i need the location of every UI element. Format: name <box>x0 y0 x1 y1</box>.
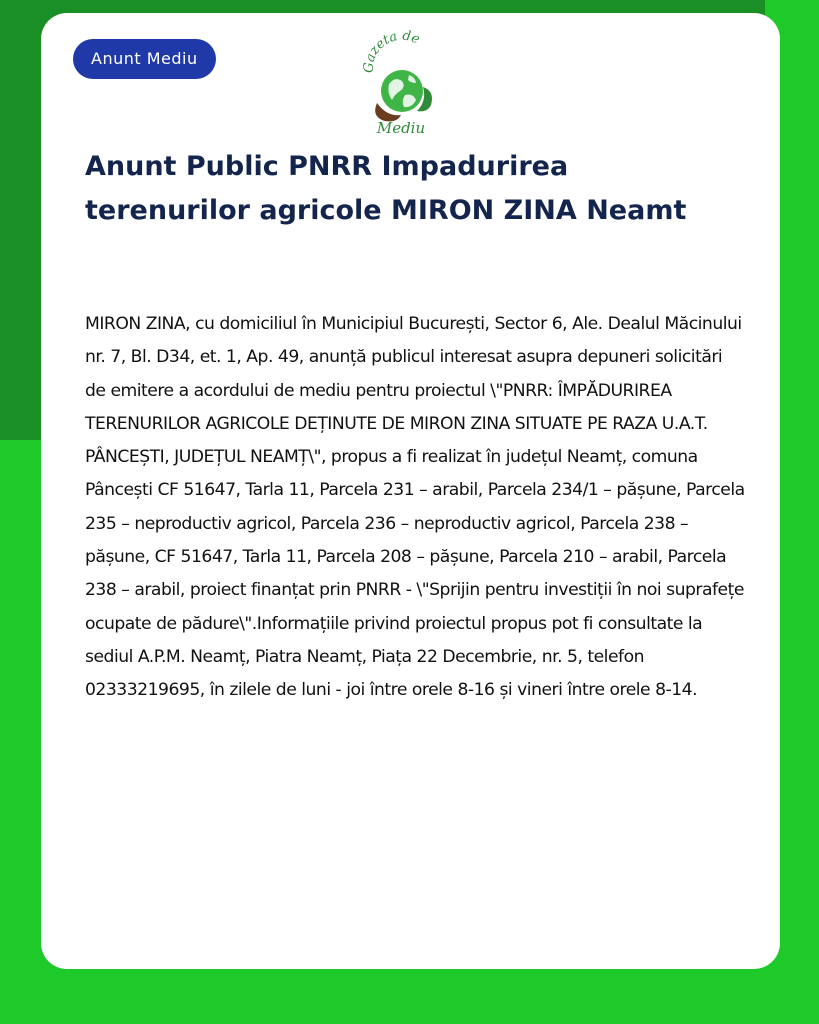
gazeta-de-mediu-logo <box>353 29 449 141</box>
article-body: MIRON ZINA, cu domiciliul în Municipiul București, Sector 6, Ale. Dealul Măcinului nr. 7, Bl. D34, et. 1, Ap. 49, anunță publicul interesat asupra depuneri solicitări de emitere a acordului de mediu pentru proiectul \"PNRR: ÎMPĂDURIREA TERENURILOR AGRICOLE DEȚINUTE DE MIRON ZINA SITUATE PE RAZA U.A.T. PÂNCEȘTI, JUDEȚUL NEAMȚ\", propus a fi realizat în județul Neamț, comuna Pâncești CF 51647, Tarla 11, Parcela 231 – arabil, Parcela 234/1 – pășune, Parcela 235 – neproductiv agricol, Parcela 236 – neproductiv agricol, Parcela 238 – pășune, CF 51647, Tarla 11, Parcela 208 – pășune, Parcela 210 – arabil, Parcela 238 – arabil, proiect finanțat prin PNRR - \"Sprijin pentru investiții în noi suprafețe ocupate de pădure\".Informațiile privind proiectul propus pot fi consultate la sediul A.P.M. Neamț, Piatra Neamț, Piața 22 Decembrie, nr. 5, telefon 02333219695, în zilele de luni - joi între orele 8-16 și vineri între orele 8-14. <box>85 314 745 701</box>
logo-text-top: Gazeta de <box>361 29 422 74</box>
category-badge: Anunt Mediu <box>73 39 216 79</box>
logo-text-bottom: Mediu <box>376 119 426 137</box>
globe-icon <box>381 70 423 112</box>
article-title: Anunt Public PNRR Impadurirea terenurilor agricole MIRON ZINA Neamt <box>85 151 687 226</box>
announcement-card <box>41 13 780 969</box>
